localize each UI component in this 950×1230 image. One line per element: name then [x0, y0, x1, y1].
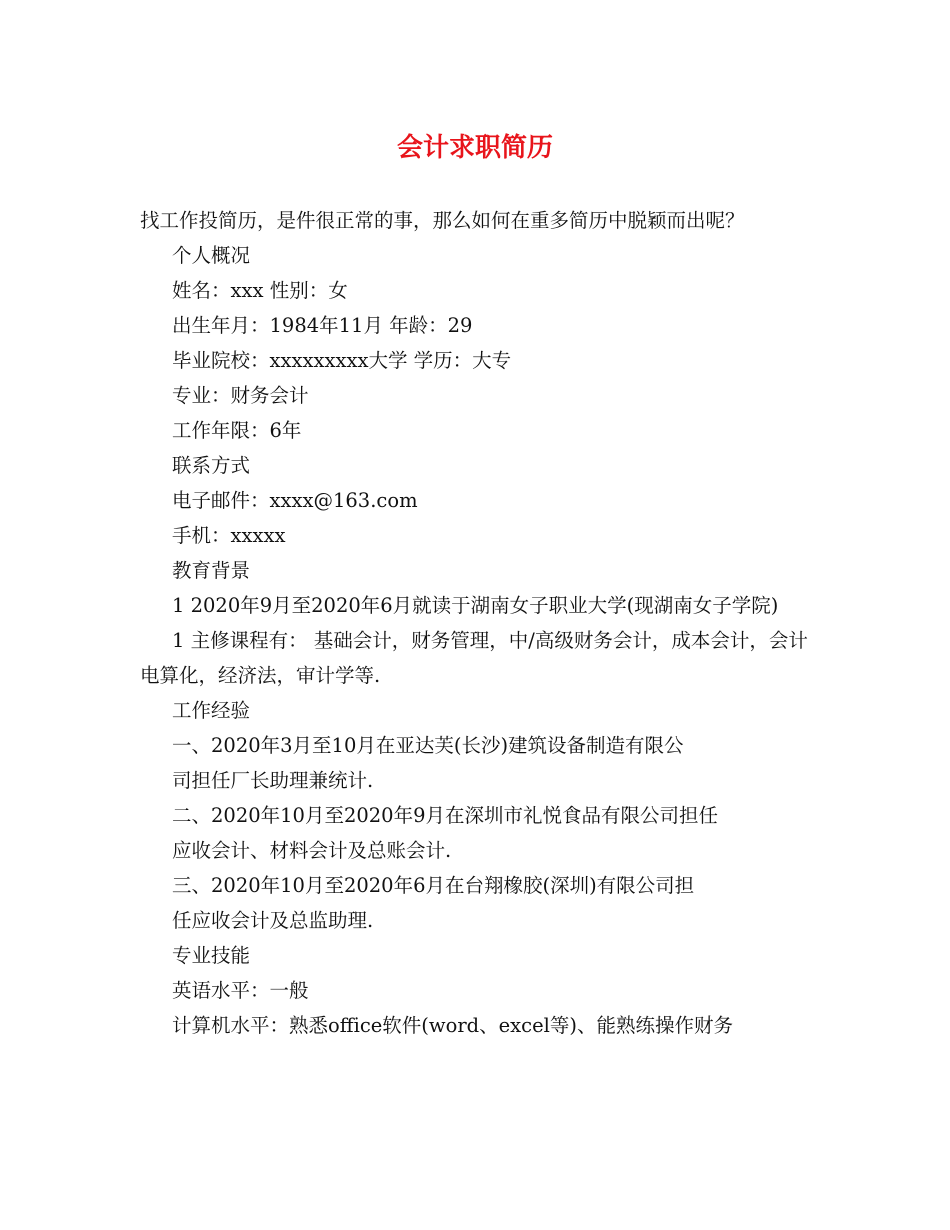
contact-phone: 手机：xxxxx	[172, 524, 286, 547]
document-body	[140, 203, 820, 1043]
work-line-1: 一、2020年3月至10月在亚达芙(长沙)建筑设备制造有限公	[172, 734, 684, 757]
contact-email: 电子邮件：xxxx@163.com	[172, 489, 418, 512]
profile-major: 专业：财务会计	[172, 384, 309, 407]
work-line-4: 应收会计、材料会计及总账会计.	[172, 839, 452, 862]
education-item-1: 1 2020年9月至2020年6月就读于湖南女子职业大学(现湖南女子学院)	[172, 594, 779, 617]
section-heading-contact: 联系方式	[172, 454, 251, 477]
profile-birth-age: 出生年月：1984年11月 年龄：29	[172, 314, 473, 337]
education-item-2: 1 主修课程有： 基础会计，财务管理，中/高级财务会计，成本会计，会计电算化，经济法，审计学等.	[140, 629, 808, 687]
work-line-2: 司担任厂长助理兼统计.	[172, 769, 374, 792]
skills-english: 英语水平：一般	[172, 979, 309, 1002]
section-heading-profile: 个人概况	[172, 244, 251, 267]
section-heading-skills: 专业技能	[172, 944, 251, 967]
work-line-5: 三、2020年10月至2020年6月在台翔橡胶(深圳)有限公司担	[172, 874, 695, 897]
work-line-3: 二、2020年10月至2020年9月在深圳市礼悦食品有限公司担任	[172, 804, 718, 827]
section-heading-education: 教育背景	[172, 559, 251, 582]
profile-work-years: 工作年限：6年	[172, 419, 302, 442]
profile-name-gender: 姓名：xxx 性别：女	[172, 279, 348, 302]
intro-paragraph: 找工作投简历，是件很正常的事，那么如何在重多简历中脱颖而出呢？	[140, 209, 745, 232]
profile-school-degree: 毕业院校：xxxxxxxxx大学 学历：大专	[172, 349, 512, 372]
section-heading-work: 工作经验	[172, 699, 251, 722]
skills-computer: 计算机水平：熟悉office软件(word、excel等)、能熟练操作财务	[172, 1014, 733, 1037]
document-title: 会计求职简历	[396, 133, 553, 163]
work-line-6: 任应收会计及总监助理.	[172, 909, 374, 932]
